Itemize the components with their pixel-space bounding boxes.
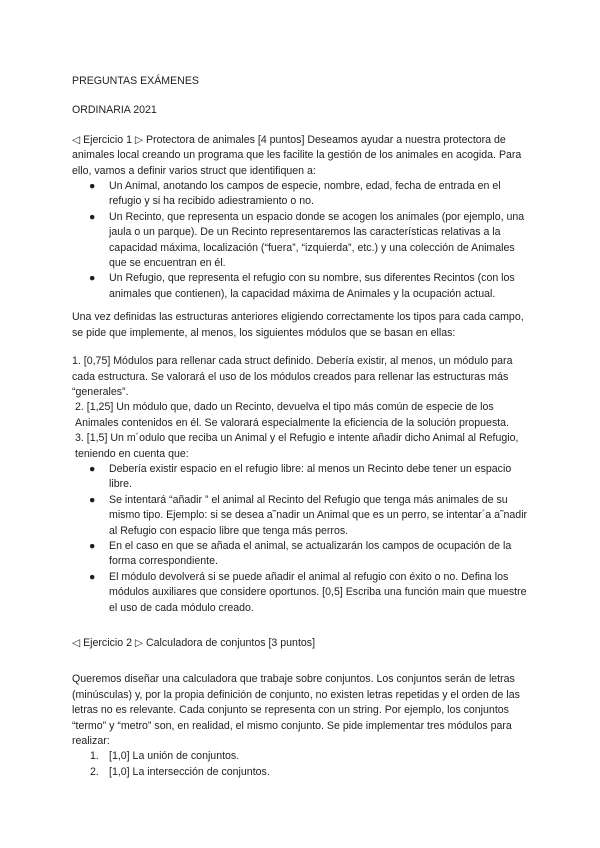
document-page (72, 74, 532, 780)
bullet-icon: ● (89, 493, 96, 506)
list-item (72, 210, 532, 272)
list-item-text: En el caso en que se añada el animal, se actualizarán los campos de ocupación de la forma correspondiente. (109, 539, 512, 568)
list-item-text: [1,0] La unión de conjuntos. (109, 750, 240, 763)
bullet-icon: ● (89, 570, 96, 583)
list-item-text: Un Recinto, que representa un espacio donde se acogen los animales (por ejemplo, una jaula o un parque). De un Recinto representaremos las características relativas a la capacidad máxima, localización (“fuera”, “izquierda”, etc.) y una colección de Animales que se encuentran en él. (109, 210, 525, 270)
list-item-text: Debería existir espacio en el refugio libre: al menos un Recinto debe tener un espacio libre. (109, 462, 512, 491)
list-item (72, 570, 532, 616)
list-number: 1. (90, 750, 99, 763)
list-item-text: [1,0] La intersección de conjuntos. (109, 765, 270, 778)
list-item-text: Se intentará “añadir ” el animal al Recinto del Refugio que tenga más animales de su mismo tipo. Ejemplo: si se desea a˜nadir un Animal que es un perro, se intentar´a a˜nadir al Refugio con espacio libre que tenga más perros. (109, 493, 528, 537)
exercise-1-question-1: 1. [0,75] Módulos para rellenar cada struct definido. Debería existir, al menos, un módulo para cada estructura. Se valorará el uso de los módulos creados para rellenar las estructuras más “generales”. (72, 355, 513, 398)
list-number: 2. (90, 765, 99, 778)
list-item-text: Un Animal, anotando los campos de especie, nombre, edad, fecha de entrada en el refugio y si ha recibido adiestramiento o no. (109, 180, 501, 208)
list-item (72, 271, 532, 302)
list-item-text: Un Refugio, que representa el refugio con su nombre, sus diferentes Recintos (con los animales que contienen), la capacidad máxima de Animales y la ocupación actual. (109, 272, 515, 300)
exercise-1-question-3-list (72, 462, 532, 616)
list-item-text: El módulo devolverá si se puede añadir el animal al refugio con éxito o no. Defina los módulos auxiliares que considere oportunos. [0,5] Escriba una función main que muestre el uso de cada módulo creado. (109, 570, 527, 614)
exercise-1-struct-list (72, 179, 532, 302)
bullet-icon: ● (89, 272, 96, 285)
list-item (72, 179, 532, 210)
document-title: PREGUNTAS EXÁMENES (72, 75, 199, 87)
exercise-1-question-2: 2. [1,25] Un módulo que, dado un Recinto, devuelva el tipo más común de especie de los Animales contenidos en él. Se valorará especialmente la eficiencia de la solución propuesta. (75, 401, 510, 429)
bullet-icon: ● (89, 180, 96, 193)
exercise-2-list (72, 749, 532, 780)
bullet-icon: ● (89, 539, 96, 552)
exercise-2-intro: ◁ Ejercicio 2 ▷ Calculadora de conjuntos [3 puntos] (72, 637, 316, 649)
exam-session: ORDINARIA 2021 (72, 104, 157, 117)
bullet-icon: ● (89, 210, 96, 223)
exercise-2-body: Queremos diseñar una calculadora que trabaje sobre conjuntos. Los conjuntos serán de letras (minúsculas) y, por la propia definición de conjunto, no existen letras repetidas y el orden de las letras no es relevante. Cada conjunto se representa con un string. Por ejemplo, los conjuntos “termo” y “metro” son, en realidad, el mismo conjunto. Se pide implementar tres módulos para realizar: (72, 673, 520, 748)
list-item (72, 749, 532, 764)
list-item (72, 765, 532, 780)
list-item (72, 493, 532, 539)
exercise-1-question-3: 3. [1,5] Un m´odulo que reciba un Animal y el Refugio e intente añadir dicho Animal al Refugio, teniendo en cuenta que: (75, 432, 519, 460)
bullet-icon: ● (89, 462, 96, 475)
exercise-1-requirements: Una vez definidas las estructuras anteriores eligiendo correctamente los tipos para cada campo, se pide que implemente, al menos, los siguientes módulos que se basan en ellas: (72, 311, 524, 339)
list-item (72, 539, 532, 570)
list-item (72, 462, 532, 493)
exercise-1-intro: ◁ Ejercicio 1 ▷ Protectora de animales [4 puntos] Deseamos ayudar a nuestra protectora de animales local creando un programa que les facilite la gestión de los animales en acogida. Para ello, vamos a definir varios struct que identifiquen a: (72, 133, 522, 177)
